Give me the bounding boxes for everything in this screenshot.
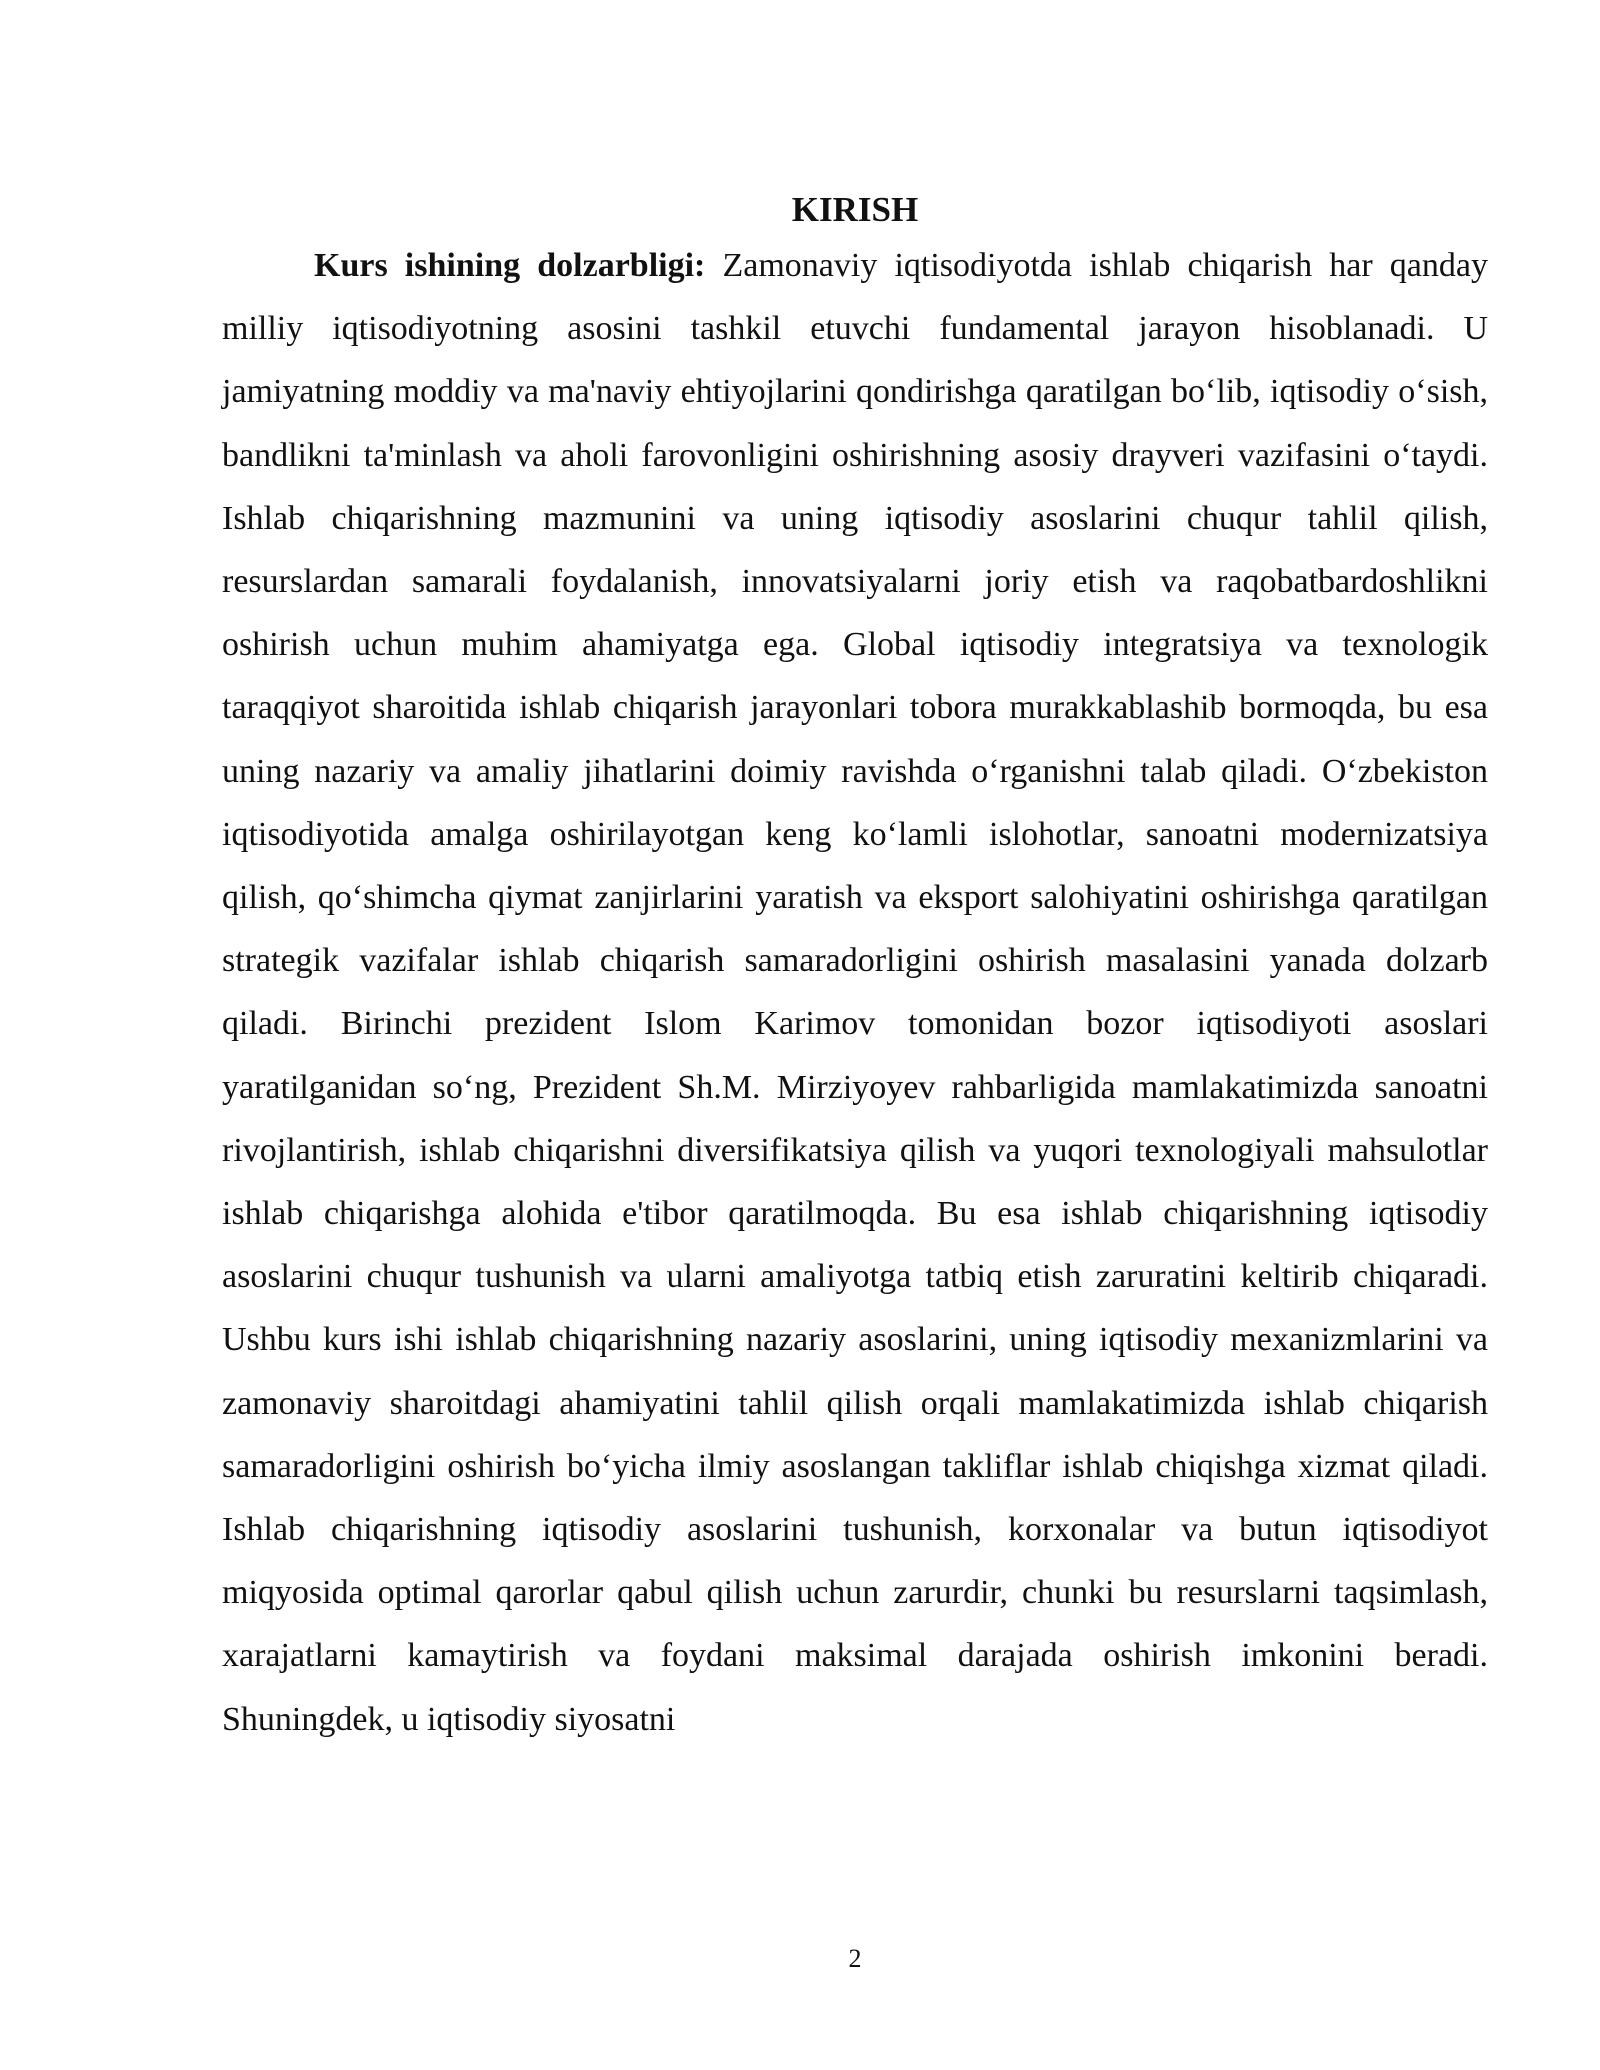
page-number: 2 bbox=[848, 1944, 862, 1973]
paragraph-body: Zamonaviy iqtisodiyotda ishlab chiqarish har qanday milliy iqtisodiyotning asosini tashkil etuvchi fundamental jarayon hisoblanadi. U jamiyatning moddiy va ma'naviy ehtiyojlarini qondirishga qaratilgan boʻlib, iqtisodiy oʻsish, bandlikni ta'minlash va aholi farovonligini oshirishning asosiy drayveri vazifasini oʻtaydi. Ishlab chiqarishning mazmunini va uning iqtisodiy asoslarini chuqur tahlil qilish, resurslardan samarali foydalanish, innovatsiyalarni joriy etish va raqobatbardoshlikni oshirish uchun muhim ahamiyatga ega. Global iqtisodiy integratsiya va texnologik taraqqiyot sharoitida ishlab chiqarish jarayonlari tobora murakkablashib bormoqda, bu esa uning nazariy va amaliy jihatlarini doimiy ravishda oʻrganishni talab qiladi. Oʻzbekiston iqtisodiyotida amalga oshirilayotgan keng koʻlamli islohotlar, sanoatni modernizatsiya qilish, qoʻshimcha qiymat zanjirlarini yaratish va eksport salohiyatini oshirishga qaratilgan strategik vazifalar ishlab chiqarish samaradorligini oshirish masalasini yanada dolzarb qiladi. Birinchi prezident Islom Karimov tomonidan bozor iqtisodiyoti asoslari yaratilganidan soʻng, Prezident Sh.M. Mirziyoyev rahbarligida mamlakatimizda sanoatni rivojlantirish, ishlab chiqarishni diversifikatsiya qilish va yuqori texnologiyali mahsulotlar ishlab chiqarishga alohida e'tibor qaratilmoqda. Bu esa ishlab chiqarishning iqtisodiy asoslarini chuqur tushunish va ularni amaliyotga tatbiq etish zaruratini keltirib chiqaradi. Ushbu kurs ishi ishlab chiqarishning nazariy asoslarini, uning iqtisodiy mexanizmlarini va zamonaviy sharoitdagi ahamiyatini tahlil qilish orqali mamlakatimizda ishlab chiqarish samaradorligini oshirish boʻyicha ilmiy asoslangan takliflar ishlab chiqishga xizmat qiladi. Ishlab chiqarishning iqtisodiy asoslarini tushunish, korxonalar va butun iqtisodiyot miqyosida optimal qarorlar qabul qilish uchun zarurdir, chunki bu resurslarni taqsimlash, xarajatlarni kamaytirish va foydani maksimal darajada oshirish imkonini beradi. Shuningdek, u iqtisodiy siyosatni bbox=[222, 247, 1488, 1738]
paragraph-lead: Kurs ishining dolzarbligi: bbox=[314, 247, 706, 284]
intro-paragraph bbox=[222, 234, 1488, 1751]
page-title: KIRISH bbox=[791, 190, 919, 229]
